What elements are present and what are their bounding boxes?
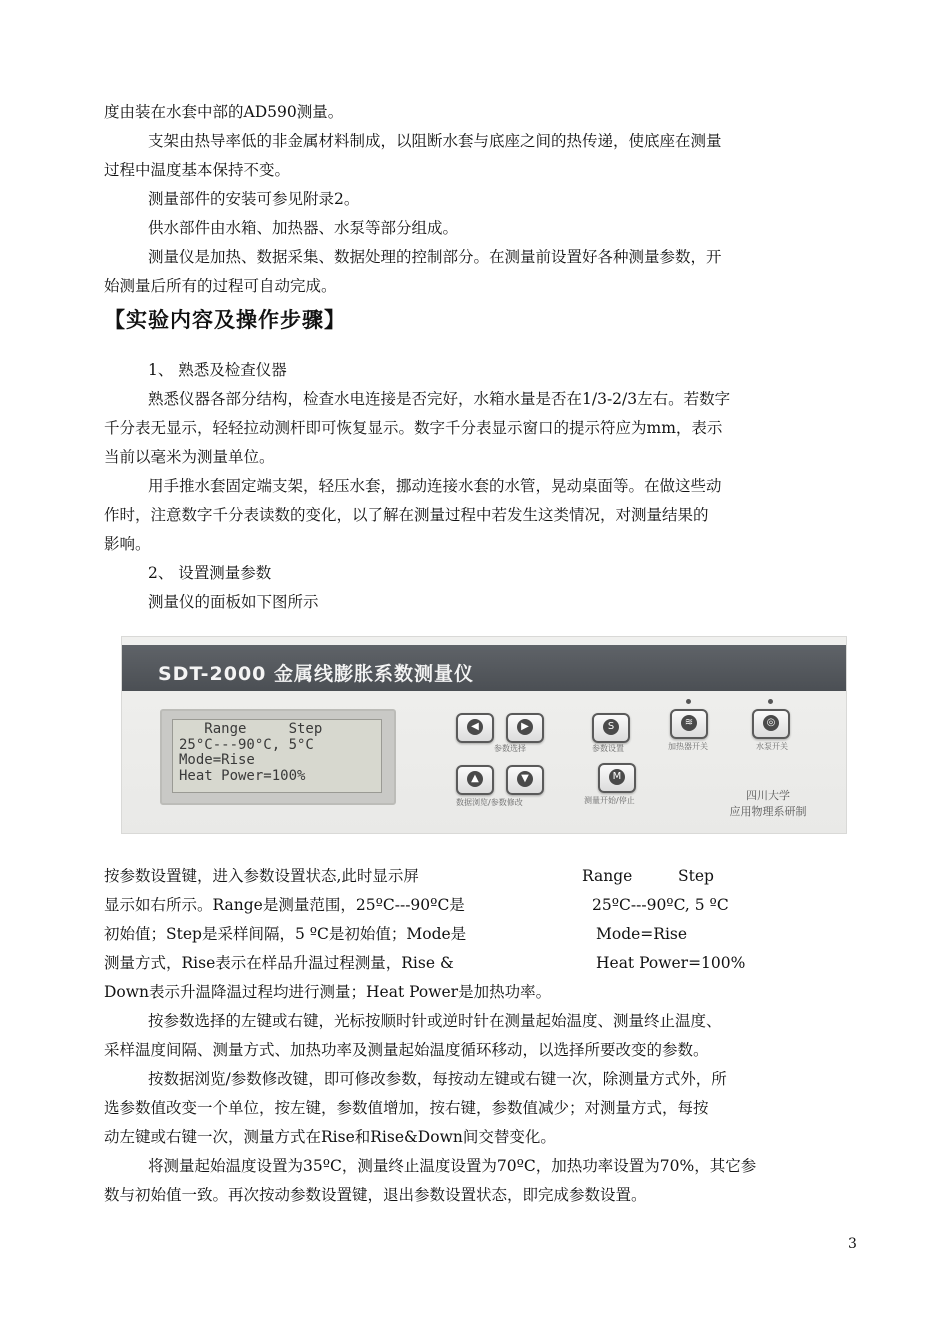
- page-number: 3: [848, 1236, 857, 1252]
- lcd-line: Range Step: [179, 721, 323, 737]
- display-range-label: Range: [582, 867, 633, 885]
- pump-switch-button[interactable]: [752, 709, 790, 739]
- heater-switch-button[interactable]: [670, 709, 708, 739]
- measure-start-stop-button[interactable]: [598, 763, 636, 793]
- button-label: 测量开始/停止: [584, 796, 635, 805]
- paragraph-line: 用手推水套固定端支架，轻压水套，挪动连接水套的水管，晃动桌面等。在做这些动: [148, 477, 722, 495]
- button-label: 参数选择: [494, 744, 526, 753]
- lcd-frame: [160, 709, 396, 805]
- heater-indicator-led: [686, 699, 691, 704]
- lcd-line: 25°C---90°C, 5°C: [179, 736, 314, 753]
- paragraph-line: 始测量后所有的过程可自动完成。: [104, 277, 337, 295]
- paragraph-line: 测量方式，Rise表示在样品升温过程测量，Rise &: [104, 954, 454, 972]
- param-set-button[interactable]: [592, 713, 630, 743]
- display-step-label: Step: [678, 867, 714, 885]
- param-right-button[interactable]: [506, 713, 544, 743]
- paragraph-line: 过程中温度基本保持不变。: [104, 161, 291, 179]
- paragraph-line: 千分表无显示，轻轻拉动测杆即可恢复显示。数字千分表显示窗口的提示符应为mm，表示: [104, 419, 723, 437]
- paragraph-line: 当前以毫米为测量单位。: [104, 448, 275, 466]
- up-arrow-icon: ▲: [467, 771, 483, 787]
- paragraph-line: 作时，注意数字千分表读数的变化，以了解在测量过程中若发生这类情况，对测量结果的: [104, 506, 709, 524]
- browse-down-button[interactable]: [506, 765, 544, 795]
- button-label: 数据浏览/参数修改: [456, 798, 523, 807]
- paragraph-line: 动左键或右键一次，测量方式在Rise和Rise&Down间交替变化。: [104, 1128, 556, 1146]
- paragraph-line: 测量部件的安装可参见附录2。: [148, 190, 360, 208]
- measure-icon: M: [609, 769, 625, 785]
- down-arrow-icon: ▼: [517, 771, 533, 787]
- paragraph-line: 按参数选择的左键或右键，光标按顺时针或逆时针在测量起始温度、测量终止温度、: [148, 1012, 722, 1030]
- paragraph-line: 测量仪是加热、数据采集、数据处理的控制部分。在测量前设置好各种测量参数，开: [148, 248, 722, 266]
- maker-label: 应用物理系研制: [729, 805, 807, 818]
- paragraph-line: 选参数值改变一个单位，按左键，参数值增加，按右键，参数值减少；对测量方式，每按: [104, 1099, 709, 1117]
- lcd-display: [172, 719, 382, 793]
- lcd-line: Mode=Rise: [179, 752, 255, 768]
- step-title: 2、 设置测量参数: [148, 564, 272, 582]
- set-icon: S: [603, 719, 619, 735]
- paragraph-line: 数与初始值一致。再次按动参数设置键，退出参数设置状态，即完成参数设置。: [104, 1186, 647, 1204]
- param-left-button[interactable]: [456, 713, 494, 743]
- panel-header: [122, 645, 846, 691]
- paragraph-line: 初始值；Step是采样间隔，5 ºC是初始值；Mode是: [104, 925, 467, 943]
- right-arrow-icon: ▶: [517, 719, 533, 735]
- pump-indicator-led: [768, 699, 773, 704]
- paragraph-line: 熟悉仪器各部分结构，检查水电连接是否完好，水箱水量是否在1/3-2/3左右。若数字: [148, 390, 731, 408]
- paragraph-line: 将测量起始温度设置为35ºC，测量终止温度设置为70ºC，加热功率设置为70%，其它参: [148, 1157, 757, 1175]
- panel-title: SDT-2000 金属线膨胀系数测量仪: [158, 663, 475, 685]
- paragraph-line: 支架由热导率低的非金属材料制成，以阻断水套与底座之间的热传递，使底座在测量: [148, 132, 722, 150]
- step-title: 1、 熟悉及检查仪器: [148, 361, 287, 379]
- pump-icon: ◎: [763, 715, 779, 731]
- display-mode: Mode=Rise: [596, 925, 688, 943]
- heater-icon: ≋: [681, 715, 697, 731]
- left-arrow-icon: ◀: [467, 719, 483, 735]
- display-range-value: 25ºC---90ºC, 5 ºC: [592, 896, 729, 914]
- paragraph-line: 按数据浏览/参数修改键，即可修改参数，每按动左键或右键一次，除测量方式外，所: [148, 1070, 727, 1088]
- button-label: 加热器开关: [668, 742, 708, 751]
- paragraph-line: 供水部件由水箱、加热器、水泵等部分组成。: [148, 219, 459, 237]
- paragraph-line: Down表示升温降温过程均进行测量；Heat Power是加热功率。: [104, 983, 552, 1001]
- button-label: 水泵开关: [756, 742, 788, 751]
- paragraph-line: 影响。: [104, 535, 151, 553]
- browse-up-button[interactable]: [456, 765, 494, 795]
- display-power: Heat Power=100%: [596, 954, 746, 972]
- section-heading: 【实验内容及操作步骤】: [104, 308, 346, 332]
- paragraph-line: 度由装在水套中部的AD590测量。: [104, 103, 344, 121]
- button-label: 参数设置: [592, 744, 624, 753]
- paragraph-line: 显示如右所示。Range是测量范围，25ºC---90ºC是: [104, 896, 465, 914]
- paragraph-line: 采样温度间隔、测量方式、加热功率及测量起始温度循环移动，以选择所要改变的参数。: [104, 1041, 709, 1059]
- maker-label: 四川大学: [746, 789, 790, 802]
- paragraph-line: 测量仪的面板如下图所示: [148, 593, 319, 611]
- paragraph-line: 按参数设置键，进入参数设置状态,此时显示屏: [104, 867, 419, 885]
- instrument-panel-photo: [121, 636, 847, 834]
- lcd-line: Heat Power=100%: [179, 767, 306, 784]
